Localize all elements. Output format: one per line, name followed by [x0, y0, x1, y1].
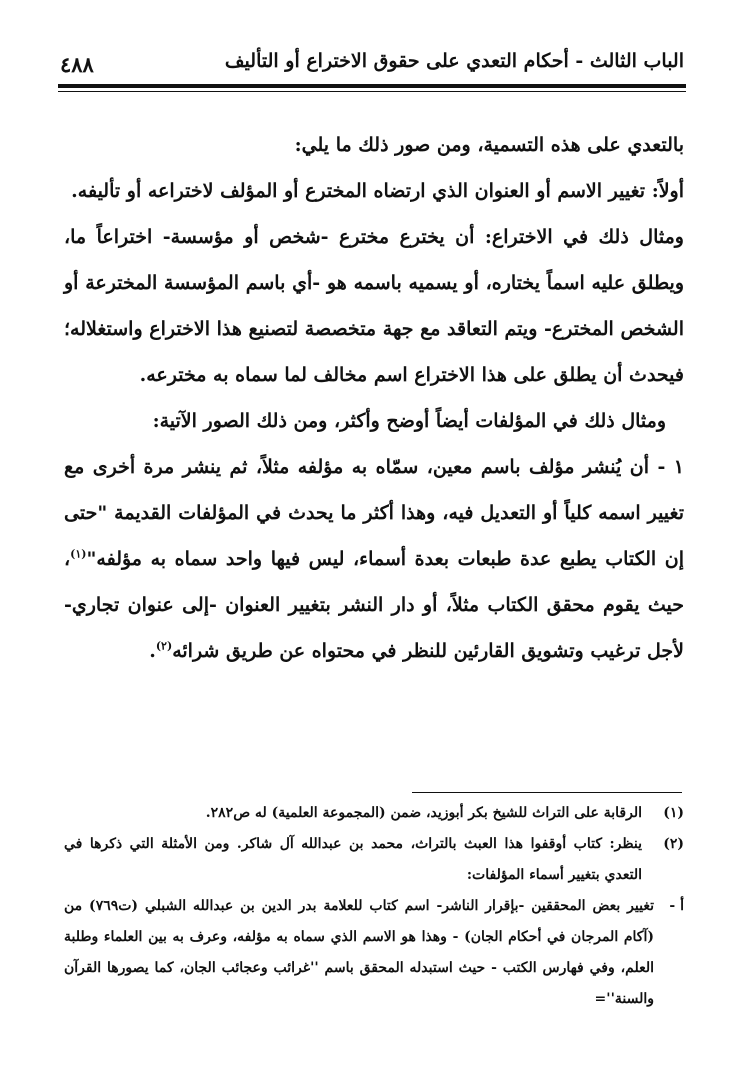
paragraph-invention-example: ومثال ذلك في الاختراع: أن يخترع مخترع -شخص أو مؤسسة- اختراعاً ما، ويطلق عليه اسماً يختاره، أو يسميه باسمه هو -أي باسم المؤسسة المخترعة أو الشخص المخترع- ويتم التعاقد مع جهة متخصصة لتصنيع هذا الاختراع واستغلاله؛ فيحدث أن يطلق على هذا الاختراع اسم مخالف لما سماه به مخترعه. — [64, 226, 684, 386]
footnote-ref-2[interactable]: (٢) — [155, 639, 173, 653]
first-label: أولاً: — [651, 180, 684, 202]
footnotes — [64, 798, 684, 1015]
footnote-2-text: ينظر: كتاب أوقفوا هذا العبث بالتراث، محمد بن عبدالله آل شاكر. ومن الأمثلة التي ذكرها في التعدي بتغيير أسماء المؤلفات: — [64, 836, 642, 883]
main-text — [64, 122, 684, 674]
footnote-separator — [412, 792, 682, 793]
footnote-1-text: الرقابة على التراث للشيخ بكر أبوزيد، ضمن (المجموعة العلمية) له ص٢٨٢. — [205, 805, 642, 821]
footnote-ref-1[interactable]: (١) — [70, 547, 87, 561]
item1-text-a: أن يُنشر مؤلف باسم معين، سمّاه به مؤلفه مثلاً، ثم ينشر مرة أخرى مع تغيير اسمه كلياً أو التعديل فيه، وهذا أكثر ما يحدث في المؤلفات القديمة "حتى إن الكتاب يطبع عدة طبعات بعدة أسماء، ليس فيها واحد سماه به مؤلفه" — [64, 456, 684, 570]
page-number: ٤٨٨ — [60, 52, 94, 77]
sub-a-text: تغيير بعض المحققين -بإقرار الناشر- اسم كتاب للعلامة بدر الدين بن عبدالله الشبلي (ت٧٦٩) من (آكام المرجان في أحكام الجان) - وهذا هو الاسم الذي سماه به مؤلفه، وعرف به بين العلماء وطلبة العلم، وفي فهارس الكتب - حيث استبدله المحقق باسم ''غرائب وعجائب الجان، كما يصورها القرآن والسنة''= — [64, 898, 655, 1007]
running-header — [60, 50, 684, 80]
item1-label: ١ - — [657, 456, 684, 478]
footnote-1-number: (١) — [663, 805, 684, 821]
footnote-2 — [64, 829, 684, 891]
footnote-2-number: (٢) — [663, 836, 684, 852]
footnote-2-sub-a — [64, 891, 684, 1015]
item1-text-b: ، حيث يقوم محقق الكتاب مثلاً، أو دار النشر بتغيير العنوان -إلى عنوان تجاري- لأجل ترغيب وتشويق القارئين للنظر في محتواه عن طريق شرائه — [64, 548, 684, 662]
header-rule-thick — [58, 84, 686, 88]
list-item-1 — [64, 444, 684, 674]
header-title: الباب الثالث - أحكام التعدي على حقوق الاختراع أو التأليف — [224, 50, 684, 72]
item1-end: . — [149, 640, 156, 662]
paragraph-intro: بالتعدي على هذه التسمية، ومن صور ذلك ما يلي: — [294, 134, 684, 156]
first-text: تغيير الاسم أو العنوان الذي ارتضاه المخترع أو المؤلف لاختراعه أو تأليفه. — [71, 180, 646, 202]
sub-a-label: أ - — [669, 898, 684, 914]
paragraph-first — [64, 168, 684, 214]
header-rule-thin — [58, 91, 686, 92]
paragraph-works-example: ومثال ذلك في المؤلفات أيضاً أوضح وأكثر، ومن ذلك الصور الآتية: — [152, 410, 666, 432]
footnote-1 — [64, 798, 684, 829]
